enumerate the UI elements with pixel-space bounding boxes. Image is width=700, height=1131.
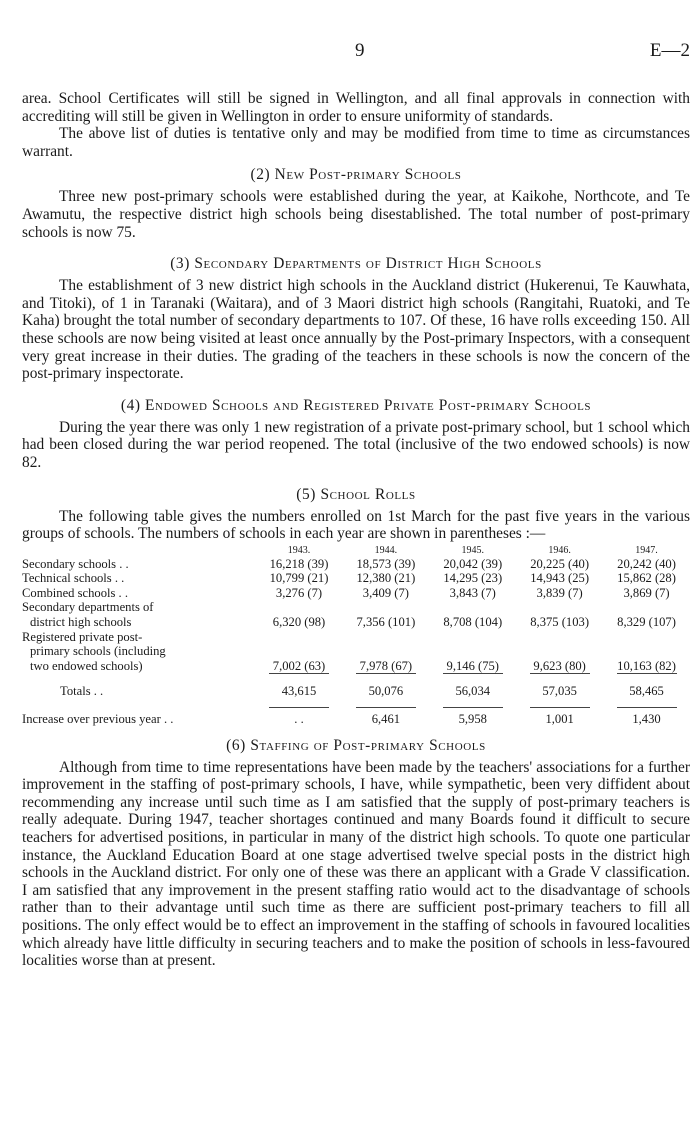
year-header: 1947.: [635, 544, 658, 556]
row-label: [22, 600, 256, 629]
table-row: [22, 571, 690, 586]
table-cell: 12,380 (21): [356, 571, 416, 586]
row-label: [22, 630, 256, 674]
table-cell: 3,276 (7): [275, 585, 323, 600]
section-3-body: The establishment of 3 new district high schools in the Auckland district (Hukerenui, Te Kauwhata, and Titoki), of 1 in Taranaki (Waitara), and of 3 Maori district high schools (Rangitahi, Ruatoki, and Te Kaha) brought the total number of secondary departments to 107. Of these, 16 have rolls exceeding 150. All these schools are now being visited at least once annually by the Post-primary Inspectors, with a consequent very great increase in their duties. The grading of the teachers in these schools is now the concern of the post-primary inspectorate.: [22, 277, 690, 383]
page-number: 9: [355, 40, 365, 61]
row-label-line: Registered private post-: [22, 629, 143, 644]
table-row: [22, 600, 690, 629]
table-cell: 7,978 (67): [359, 658, 413, 673]
table-cell: 18,573 (39): [356, 556, 416, 571]
increase-row: [22, 708, 690, 727]
page-header: [22, 0, 690, 61]
intro-paragraph-1: area. School Certificates will still be signed in Wellington, and all final approvals in connection with accrediting will still be given in Wellington in order to ensure uniformity of standards.: [22, 90, 690, 125]
table-cell: 16,218 (39): [269, 556, 329, 571]
table-cell: 10,163 (82): [617, 658, 676, 673]
table-cell: 9,146 (75): [446, 658, 499, 673]
section-5-body: The following table gives the numbers enrolled on 1st March for the past five years in the various groups of schools. The numbers of schools in each year are shown in parentheses :—: [22, 507, 690, 543]
section-4-heading: (4) Endowed Schools and Registered Private Post-primary Schools: [120, 396, 592, 414]
table-cell: 8,375 (103): [530, 615, 590, 630]
year-header: 1944.: [374, 544, 398, 556]
totals-cell: 43,615: [281, 684, 317, 699]
table-row: [22, 630, 690, 674]
section-2-heading: (2) New Post-primary Schools: [250, 166, 462, 184]
increase-cell: 1,430: [632, 712, 661, 727]
table-cell: 6,320 (98): [272, 615, 326, 630]
page: [22, 0, 690, 970]
table-cell: 8,708 (104): [443, 615, 503, 630]
totals-row: [22, 674, 690, 707]
table-cell: 20,225 (40): [530, 556, 590, 571]
table-row: [22, 557, 690, 572]
section-5-heading: (5) School Rolls: [296, 485, 416, 503]
section-4-body: During the year there was only 1 new registration of a private post-primary school, but 1 school which had been closed during the war period reopened. The total (inclusive of the two endowed schools) is now 82.: [22, 418, 690, 471]
section-2-body: Three new post-primary schools were established during the year, at Kaikohe, Northcote, and Te Awamutu, the respective district high schools being disestablished. The total number of post-primary schools is now 75.: [22, 188, 690, 241]
row-label-line: two endowed schools): [30, 658, 143, 673]
increase-cell: 1,001: [545, 712, 574, 727]
table-row: [22, 586, 690, 601]
table-cell: 20,042 (39): [443, 556, 503, 571]
row-label: Technical schools . .: [22, 571, 125, 586]
row-label: Combined schools . .: [22, 585, 128, 600]
table-cell: 15,862 (28): [617, 571, 676, 586]
school-rolls-table: [22, 545, 690, 727]
totals-cell: 58,465: [629, 684, 664, 699]
section-3-heading: (3) Secondary Departments of District High Schools: [170, 255, 542, 273]
increase-label: Increase over previous year . .: [22, 712, 174, 727]
table-cell: 3,869 (7): [623, 585, 670, 600]
document-code: E—2: [649, 40, 690, 61]
table-cell: 7,356 (101): [356, 615, 416, 630]
totals-cell: 50,076: [368, 684, 404, 699]
increase-cell: 6,461: [371, 712, 401, 727]
table-cell: 3,409 (7): [362, 585, 409, 600]
page-content: [22, 90, 690, 970]
table-cell: 8,329 (107): [617, 615, 676, 630]
totals-label: Totals . .: [60, 684, 104, 699]
year-header: 1943.: [287, 544, 311, 556]
table-cell: 9,623 (80): [533, 658, 586, 673]
table-cell: 7,002 (63): [272, 658, 326, 673]
intro-paragraph-2: The above list of duties is tentative only and may be modified from time to time as circumstances warrant.: [22, 125, 690, 160]
section-6-heading: (6) Staffing of Post-primary Schools: [226, 736, 486, 754]
table-cell: 3,843 (7): [449, 585, 496, 600]
increase-cell: 5,958: [458, 712, 487, 727]
year-header: 1946.: [548, 544, 571, 556]
table-cell: 20,242 (40): [617, 556, 676, 571]
table-cell: 14,295 (23): [443, 571, 503, 586]
row-label-line: primary schools (including: [30, 644, 166, 659]
table-cell: 10,799 (21): [269, 571, 329, 586]
section-6-body: Although from time to time representations have been made by the teachers' associations for a further improvement in the staffing of post-primary schools, I have, while sympathetic, been very diffident about recommending any increase until such time as I am satisfied that the supply of post-primary teachers is really adequate. During 1947, teacher shortages continued and many Boards found it difficult to secure teachers for advertised positions, in particular in many of the district high schools. To quote one particular instance, the Auckland Education Board at one stage advertised twelve special posts in the district high schools in the Auckland district. For only one of these was there an applicant with a Grade V classification. I am satisfied that any improvement in the present staffing ratio would act to the disadvantage of schools rather than to their advantage until such time as there are sufficient post-primary teachers to fill all positions. The only effect would be to effect an improvement in the staffing of schools in favoured localities which already have little difficulty in securing teachers and to make the position of schools in less-favoured localities worse than at present.: [22, 758, 690, 970]
row-label-line: Secondary departments of: [22, 600, 154, 615]
increase-cell: . .: [294, 712, 304, 727]
table-cell: 3,839 (7): [536, 585, 583, 600]
row-label: Secondary schools . .: [22, 556, 129, 571]
table-year-header-row: [22, 545, 690, 557]
year-header: 1945.: [461, 544, 485, 556]
totals-cell: 56,034: [455, 684, 491, 699]
row-label-line: district high schools: [30, 615, 132, 630]
totals-cell: 57,035: [542, 684, 577, 699]
table-cell: 14,943 (25): [530, 571, 590, 586]
